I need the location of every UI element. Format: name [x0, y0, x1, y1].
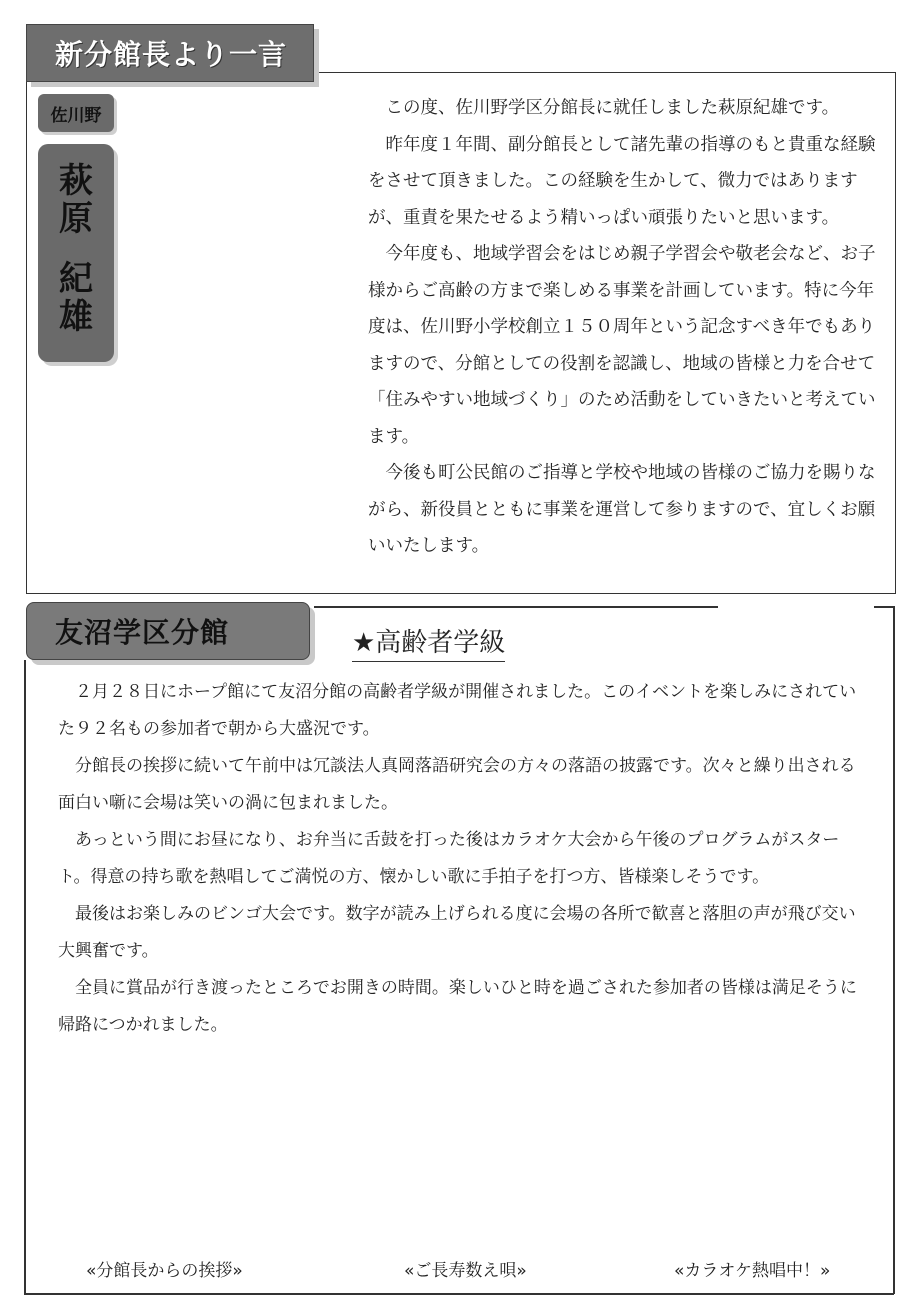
paragraph: ２月２８日にホープ館にて友沼分館の高齢者学級が開催されました。このイベントを楽しみにされていた９２名もの参加者で朝から大盛況です。 — [58, 682, 857, 739]
section2-top-line-right — [874, 606, 894, 608]
paragraph: 今後も町公民館のご指導と学校や地域の皆様のご協力を賜りながら、新役員とともに事業を運営して参りますので、宜しくお願いいたします。 — [368, 463, 876, 556]
section2-top-line — [314, 606, 718, 608]
paragraph: 分館長の挨拶に続いて午前中は冗談法人真岡落語研究会の方々の落語の披露です。次々と繰り出される面白い噺に会場は笑いの渦に包まれました。 — [58, 756, 856, 813]
photo-caption: «分館長からの挨拶» — [86, 1261, 243, 1281]
section2-banner: 友沼学区分館 — [26, 602, 310, 660]
name-char: 雄 — [59, 297, 93, 337]
article-text — [58, 674, 866, 1044]
section1-banner: 新分館長より一言 — [26, 24, 314, 82]
district-tag: 佐川野 — [38, 94, 114, 132]
section2-left-line — [24, 660, 26, 1294]
paragraph: 今年度も、地域学習会をはじめ親子学習会や敬老会など、お子様からご高齢の方まで楽しめる事業を計画しています。特に今年度は、佐川野小学校創立１５０周年という記念すべき年でもありますので、分館としての役割を認識し、地域の皆様と力を合せて「住みやすい地域づくり」のため活動をしていきたいと考えています。 — [368, 244, 876, 447]
paragraph: 昨年度１年間、副分館長として諸先輩の指導のもと貴重な経験をさせて頂きました。この経験を生かして、微力ではありますが、重責を果たせるよう精いっぱい頑張りたいと思います。 — [368, 134, 876, 228]
section2-right-line — [893, 606, 895, 1294]
paragraph: 全員に賞品が行き渡ったところでお開きの時間。楽しいひと時を過ごされた参加者の皆様は満足そうに帰路につかれました。 — [58, 978, 857, 1035]
name-char: 紀 — [59, 259, 93, 299]
name-char: 原 — [59, 199, 93, 239]
name-card — [38, 144, 114, 362]
section2-bottom-line — [24, 1293, 894, 1295]
paragraph: あっという間にお昼になり、お弁当に舌鼓を打った後はカラオケ大会から午後のプログラムがスタート。得意の持ち歌を熱唱してご満悦の方、懐かしい歌に手拍子を打つ方、皆様楽しそうです。 — [58, 830, 840, 887]
paragraph: 最後はお楽しみのビンゴ大会です。数字が読み上げられる度に会場の各所で歓喜と落胆の声が飛び交い大興奮です。 — [58, 904, 856, 961]
greeting-text — [368, 90, 888, 565]
name-char: 萩 — [59, 161, 93, 201]
article-title: ★高齢者学級 — [352, 622, 505, 662]
photo-caption: «カラオケ熱唱中！» — [674, 1261, 831, 1281]
photo-caption: «ご長寿数え唄» — [404, 1261, 527, 1281]
paragraph: この度、佐川野学区分館長に就任しました萩原紀雄です。 — [385, 98, 840, 118]
